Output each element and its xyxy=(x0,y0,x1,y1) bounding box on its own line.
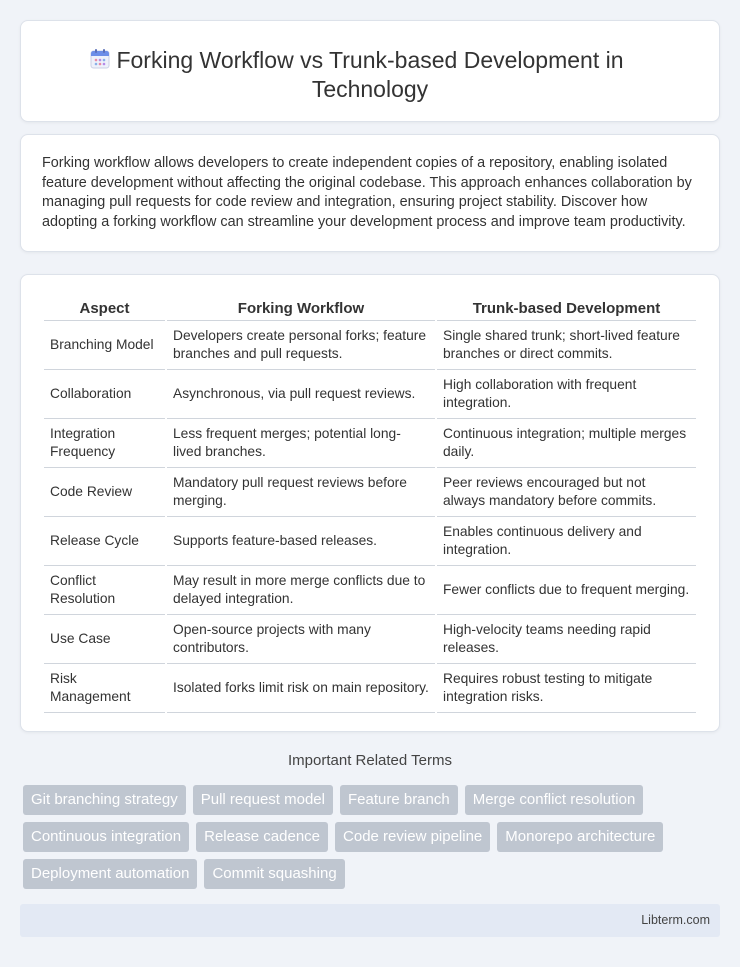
forking-cell: Isolated forks limit risk on main repository. xyxy=(167,664,435,713)
aspect-cell: Code Review xyxy=(44,468,165,517)
title-card xyxy=(20,20,720,122)
footer xyxy=(20,904,720,937)
trunk-cell: Enables continuous delivery and integration. xyxy=(437,517,696,566)
trunk-cell: Peer reviews encouraged but not always mandatory before commits. xyxy=(437,468,696,517)
table-row xyxy=(44,566,696,615)
forking-cell: May result in more merge conflicts due to delayed integration. xyxy=(167,566,435,615)
trunk-cell: Fewer conflicts due to frequent merging. xyxy=(437,566,696,615)
trunk-cell: Continuous integration; multiple merges daily. xyxy=(437,419,696,468)
aspect-cell: Conflict Resolution xyxy=(44,566,165,615)
related-terms-title: Important Related Terms xyxy=(288,752,452,769)
related-terms-list xyxy=(23,785,723,896)
footer-brand-link[interactable]: Libterm.com xyxy=(641,913,710,927)
aspect-cell: Collaboration xyxy=(44,370,165,419)
calendar-icon xyxy=(89,48,111,70)
related-term-tag[interactable]: Pull request model xyxy=(193,785,333,815)
forking-cell: Less frequent merges; potential long-lived branches. xyxy=(167,419,435,468)
table-row xyxy=(44,517,696,566)
trunk-cell: Single shared trunk; short-lived feature branches or direct commits. xyxy=(437,321,696,370)
forking-cell: Asynchronous, via pull request reviews. xyxy=(167,370,435,419)
table-row xyxy=(44,419,696,468)
trunk-cell: Requires robust testing to mitigate integration risks. xyxy=(437,664,696,713)
column-header-trunk: Trunk-based Development xyxy=(437,295,696,321)
table-row xyxy=(44,370,696,419)
table-row xyxy=(44,321,696,370)
related-term-tag[interactable]: Feature branch xyxy=(340,785,458,815)
column-header-forking: Forking Workflow xyxy=(167,295,435,321)
aspect-cell: Branching Model xyxy=(44,321,165,370)
table-row xyxy=(44,664,696,713)
forking-cell: Open-source projects with many contributors. xyxy=(167,615,435,664)
trunk-cell: High-velocity teams needing rapid releases. xyxy=(437,615,696,664)
comparison-table xyxy=(42,295,698,713)
related-term-tag[interactable]: Merge conflict resolution xyxy=(465,785,644,815)
forking-cell: Developers create personal forks; feature branches and pull requests. xyxy=(167,321,435,370)
column-header-aspect: Aspect xyxy=(44,295,165,321)
table-row xyxy=(44,468,696,517)
intro-card xyxy=(20,134,720,252)
forking-cell: Mandatory pull request reviews before merging. xyxy=(167,468,435,517)
table-header-row xyxy=(44,295,696,321)
aspect-cell: Integration Frequency xyxy=(44,419,165,468)
related-term-tag[interactable]: Git branching strategy xyxy=(23,785,186,815)
related-term-tag[interactable]: Deployment automation xyxy=(23,859,197,889)
page-title: Forking Workflow vs Trunk-based Development in Technology xyxy=(116,47,624,102)
intro-text: Forking workflow allows developers to create independent copies of a repository, enabling isolated feature development without affecting the original codebase. This approach enhances collaboration by managing pull requests for code review and integration, ensuring project stability. Discover how adopting a forking workflow can streamline your development process and improve team productivity. xyxy=(42,155,692,230)
related-term-tag[interactable]: Release cadence xyxy=(196,822,328,852)
related-term-tag[interactable]: Commit squashing xyxy=(204,859,344,889)
aspect-cell: Release Cycle xyxy=(44,517,165,566)
table-row xyxy=(44,615,696,664)
related-term-tag[interactable]: Code review pipeline xyxy=(335,822,490,852)
comparison-card xyxy=(20,274,720,732)
trunk-cell: High collaboration with frequent integration. xyxy=(437,370,696,419)
related-term-tag[interactable]: Continuous integration xyxy=(23,822,189,852)
aspect-cell: Use Case xyxy=(44,615,165,664)
forking-cell: Supports feature-based releases. xyxy=(167,517,435,566)
related-term-tag[interactable]: Monorepo architecture xyxy=(497,822,663,852)
aspect-cell: Risk Management xyxy=(44,664,165,713)
